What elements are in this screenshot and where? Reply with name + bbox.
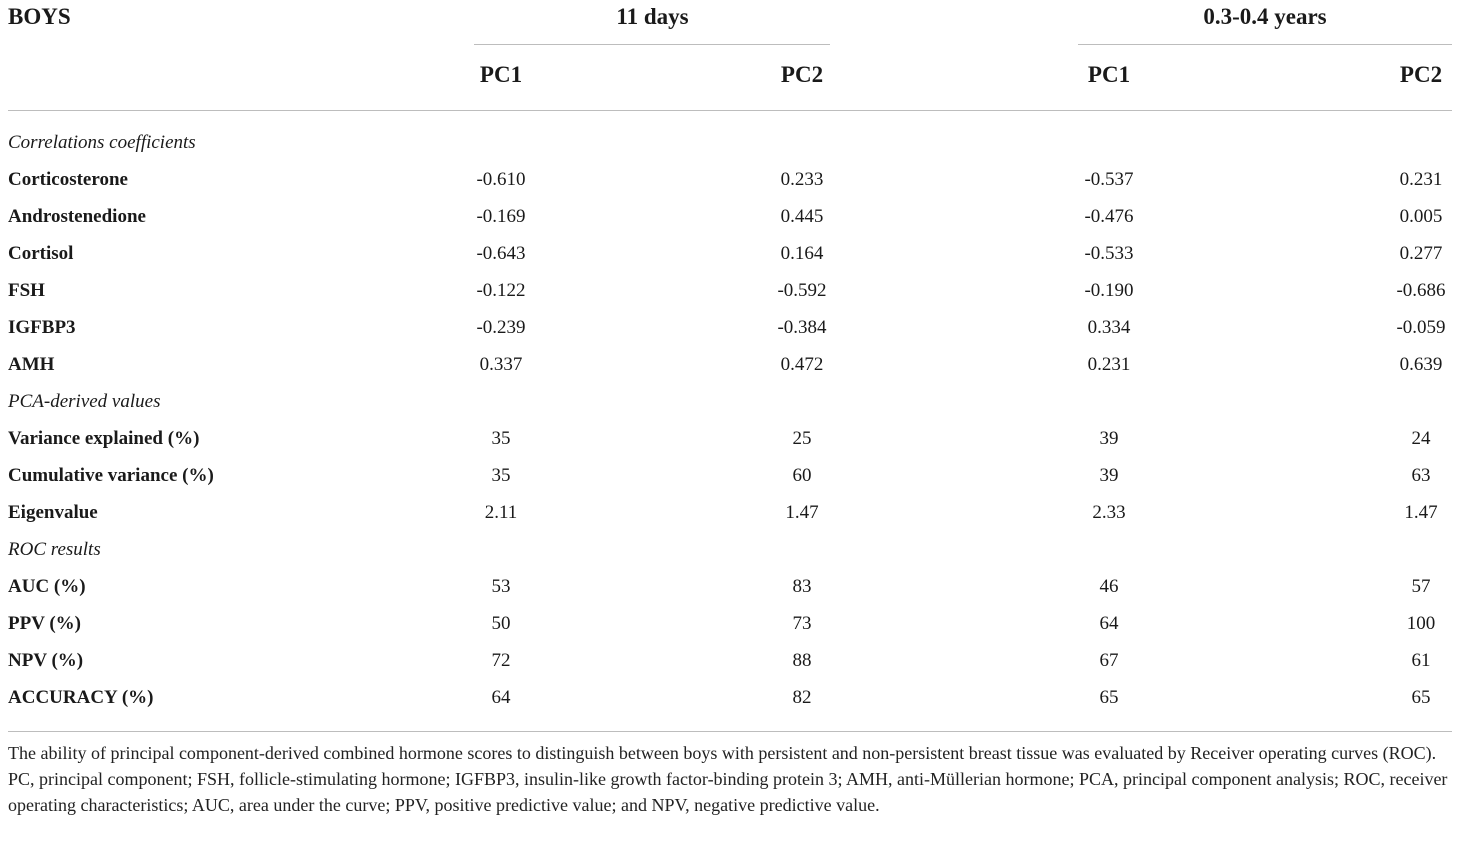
cell-value: 1.47 [1404,502,1438,523]
cell-value: -0.059 [1396,317,1446,338]
cell-value: 2.11 [484,502,518,523]
cell-value: -0.476 [1084,206,1134,227]
row-label: Cumulative variance (%) [8,465,214,486]
section-title: Correlations coefficients [8,132,196,153]
row-label: Eigenvalue [8,502,98,523]
col-pc1-0-3-years: PC1 [1087,62,1131,87]
col-pc2-11-days: PC2 [780,62,824,87]
cell-value: 100 [1406,613,1436,634]
cell-value: 61 [1411,650,1431,671]
cell-value: -0.190 [1084,280,1134,301]
cell-value: 0.445 [780,206,824,227]
cell-value: 65 [1411,687,1431,708]
cell-value: 25 [792,428,812,449]
section-title: PCA-derived values [8,391,161,412]
cell-value: 72 [491,650,511,671]
row-label: ACCURACY (%) [8,687,154,708]
cell-value: 0.231 [1087,354,1131,375]
section-title: ROC results [8,539,101,560]
cell-value: 50 [491,613,511,634]
footnote-abbreviations: PC, principal component; FSH, follicle-stimulating hormone; IGFBP3, insulin-like growth factor-binding protein 3; AMH, anti-Müllerian hormone; PCA, principal component analysis; ROC, receiver operating characteristics; AUC, area under the curve; PPV, positive predictive value; and NPV, negative predictive value. [8,769,1448,815]
footnote-roc: The ability of principal component-derived combined hormone scores to distinguish between boys with persistent and non-persistent breast tissue was evaluated by Receiver operating curves (ROC). [8,743,1437,763]
group-rule-0-3-years [1078,44,1452,45]
cell-value: 67 [1099,650,1119,671]
cell-value: 53 [491,576,511,597]
cell-value: 60 [792,465,812,486]
cell-value: 0.472 [780,354,824,375]
cell-value: 88 [792,650,812,671]
cell-value: 2.33 [1092,502,1126,523]
row-label: Cortisol [8,243,74,264]
cell-value: 83 [792,576,812,597]
cell-value: 0.231 [1399,169,1443,190]
cell-value: -0.384 [777,317,827,338]
group-11-days: 11 days [616,4,689,29]
cell-value: -0.686 [1396,280,1446,301]
row-label: FSH [8,280,45,301]
cell-value: -0.239 [476,317,526,338]
table-footnotes [8,740,1454,818]
cell-value: 35 [491,428,511,449]
cell-value: 0.005 [1399,206,1443,227]
cell-value: 0.277 [1399,243,1443,264]
header-bottom-rule [8,110,1452,111]
cell-value: -0.537 [1084,169,1134,190]
cell-value: -0.533 [1084,243,1134,264]
col-pc1-11-days: PC1 [479,62,523,87]
row-label: PPV (%) [8,613,81,634]
group-rule-11-days [474,44,830,45]
group-0-3-0-4-years: 0.3-0.4 years [1203,4,1327,29]
cell-value: 1.47 [785,502,819,523]
col-pc2-0-3-years: PC2 [1399,62,1443,87]
table-bottom-rule [8,731,1452,732]
cell-value: 57 [1411,576,1431,597]
cell-value: -0.592 [777,280,827,301]
cell-value: -0.169 [476,206,526,227]
cell-value: 46 [1099,576,1119,597]
cell-value: 64 [491,687,511,708]
row-label: NPV (%) [8,650,84,671]
cell-value: 63 [1411,465,1431,486]
row-label: AUC (%) [8,576,86,597]
cell-value: 39 [1099,428,1119,449]
cell-value: 0.164 [780,243,824,264]
cell-value: 64 [1099,613,1119,634]
cell-value: 0.337 [479,354,523,375]
row-label: Corticosterone [8,169,128,190]
row-label: AMH [8,354,55,375]
cell-value: 0.233 [780,169,824,190]
row-label: Variance explained (%) [8,428,200,449]
row-label: IGFBP3 [8,317,76,338]
row-label: Androstenedione [8,206,146,227]
cell-value: 0.639 [1399,354,1443,375]
cell-value: -0.643 [476,243,526,264]
cell-value: 0.334 [1087,317,1131,338]
cell-value: 82 [792,687,812,708]
cell-value: 24 [1411,428,1431,449]
cell-value: 65 [1099,687,1119,708]
cell-value: -0.122 [476,280,526,301]
corner-label: BOYS [8,4,71,29]
cell-value: 73 [792,613,812,634]
cell-value: -0.610 [476,169,526,190]
cell-value: 35 [491,465,511,486]
cell-value: 39 [1099,465,1119,486]
